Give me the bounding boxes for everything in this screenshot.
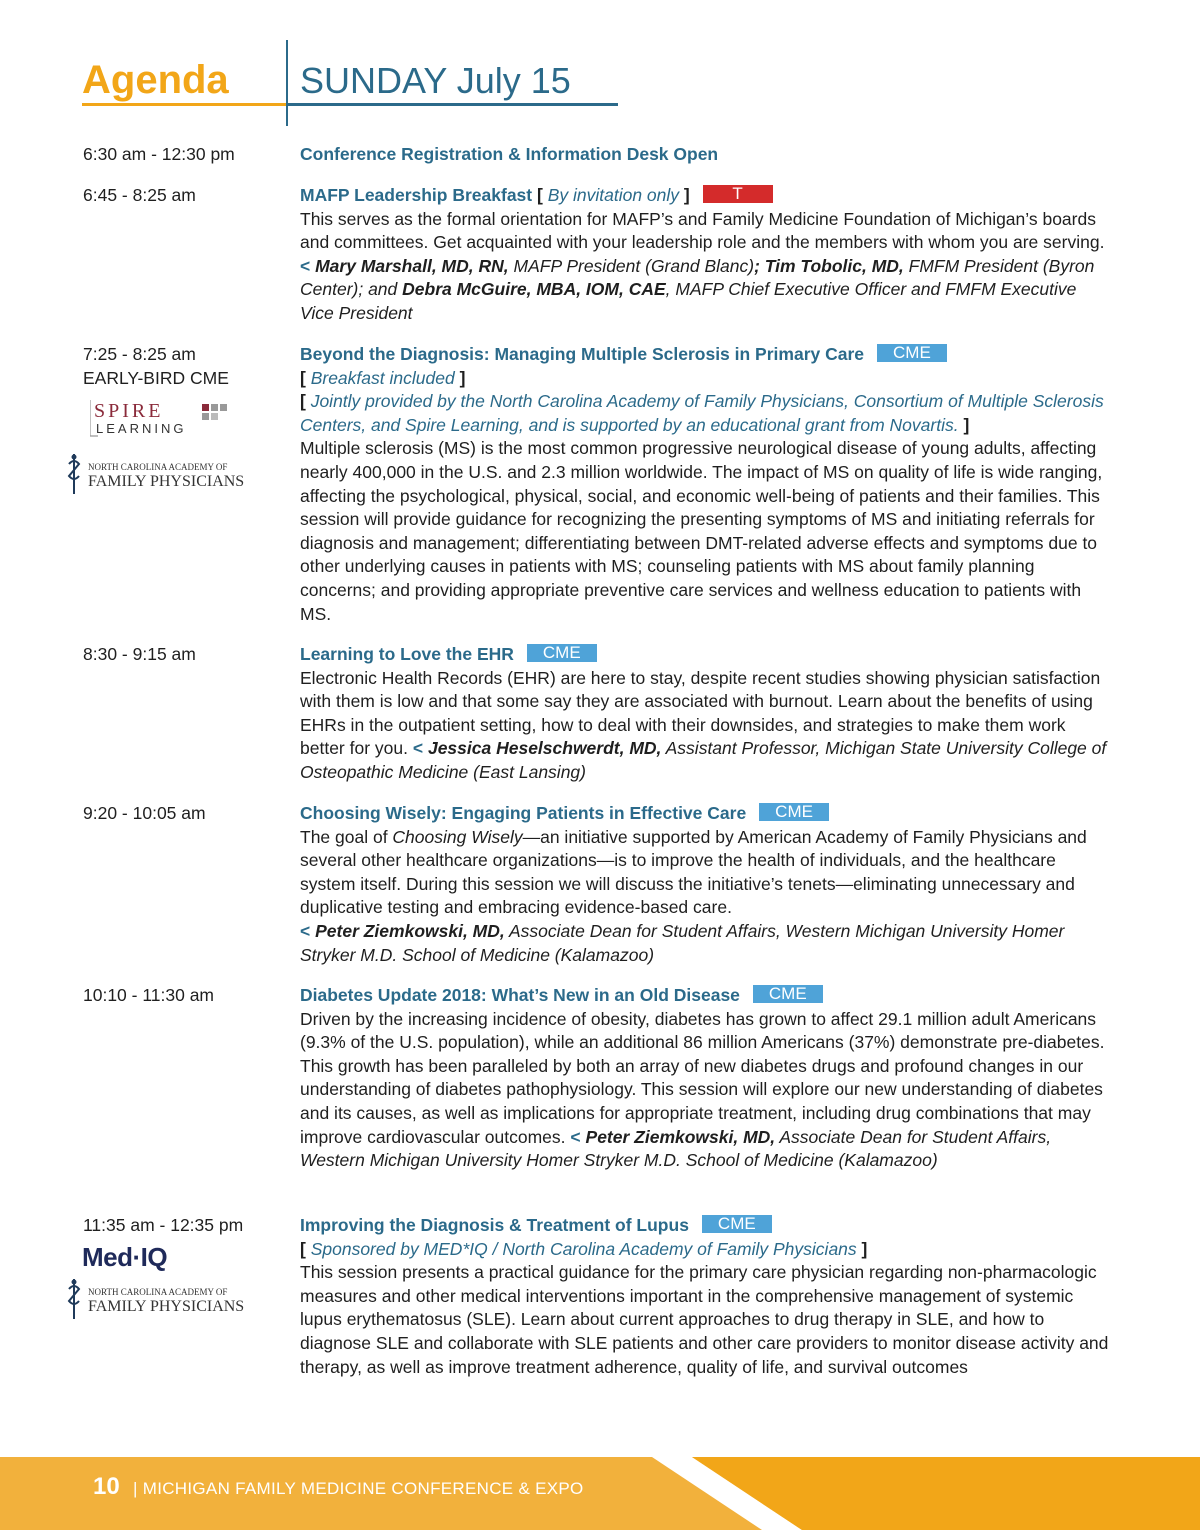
session-title: Improving the Diagnosis & Treatment of Lupus bbox=[300, 1215, 689, 1235]
speaker-role: Associate Dean for Student Affairs, Western Michigan University Homer Stryker M.D. School of Medicine (Kalamazoo) bbox=[300, 920, 1065, 965]
session-title: Diabetes Update 2018: What’s New in an Old Disease bbox=[300, 985, 740, 1005]
session-time: 6:45 - 8:25 am bbox=[83, 185, 196, 205]
session-content bbox=[300, 184, 1110, 326]
cme-badge: CME bbox=[527, 644, 597, 662]
speaker bbox=[300, 921, 1064, 965]
spire-logo-subword: LEARNING bbox=[96, 421, 187, 436]
speaker-marker: < bbox=[300, 255, 311, 276]
description-part: —an initiative supported by American Academy of Family Physicians and several other healthcare organizations—is to improve the health of individuals, and the healthcare system itself. During this session we will discuss the initiative’s tenets—eliminating unnecessary and duplicative testing and embracing evidence-based care. bbox=[300, 826, 1087, 918]
cme-badge: CME bbox=[753, 985, 823, 1003]
session-content bbox=[300, 643, 1110, 785]
nc-logo-line2: FAMILY PHYSICIANS bbox=[88, 1298, 245, 1315]
session-note: By invitation only bbox=[547, 185, 680, 205]
bracket-open: [ bbox=[300, 367, 306, 388]
session-title: MAFP Leadership Breakfast bbox=[300, 185, 533, 205]
session-sponsor-note: Sponsored by MED*IQ / North Carolina Academy of Family Physicians bbox=[310, 1238, 857, 1259]
speaker-name: ; Tim Tobolic, MD, bbox=[754, 255, 904, 276]
page-number: 10 bbox=[93, 1473, 120, 1500]
session-content bbox=[300, 984, 1110, 1173]
speaker-name: Peter Ziemkowski, MD, bbox=[585, 1126, 776, 1147]
nc-logo-line1: NORTH CAROLINA ACADEMY OF bbox=[88, 462, 228, 472]
bracket-open: [ bbox=[300, 1238, 306, 1259]
spire-learning-logo bbox=[90, 398, 250, 438]
session-time bbox=[83, 343, 293, 390]
session-note: Breakfast included bbox=[310, 367, 455, 388]
session-title: Beyond the Diagnosis: Managing Multiple Sclerosis in Primary Care bbox=[300, 344, 865, 364]
description-italic: Choosing Wisely bbox=[392, 826, 523, 847]
cme-badge: CME bbox=[877, 344, 947, 362]
section-title: Agenda bbox=[82, 58, 229, 102]
session-description: This session presents a practical guidance for the primary care physician regarding non-pharmacologic measures and other medical interventions important in the comprehensive management of systemic lupus erythematosus (SLE). Learn about current approaches to drug therapy in SLE, and how to diagnose SLE and collaborate with SLE patients and other care providers to monitor disease activity and therapy, as well as improve treatment adherence, quality of life, and survival outcomes bbox=[300, 1262, 1109, 1377]
session-sponsor-note: Jointly provided by the North Carolina Academy of Family Physicians, Consortium of Multiple Sclerosis Centers, and Spire Learning, and is supported by an educational grant from Novartis. bbox=[300, 391, 1104, 435]
page-footer bbox=[0, 1457, 1200, 1530]
speaker-role: Associate Dean for Student Affairs, Western Michigan University Homer Stryker M.D. School of Medicine (Kalamazoo) bbox=[300, 1126, 1052, 1171]
day-title: SUNDAY July 15 bbox=[300, 60, 571, 101]
footer-publication bbox=[133, 1479, 584, 1499]
bracket-open: [ bbox=[537, 185, 543, 205]
session-title: Conference Registration & Information Desk Open bbox=[300, 144, 719, 164]
speaker-marker: < bbox=[570, 1126, 581, 1147]
speaker-name: Jessica Heselschwerdt, MD, bbox=[427, 738, 662, 759]
session-content bbox=[300, 802, 1110, 967]
cme-badge: CME bbox=[702, 1215, 772, 1233]
session-content bbox=[300, 143, 1110, 167]
description-part: The goal of bbox=[300, 826, 393, 847]
track-badge: T bbox=[703, 185, 773, 203]
header-divider-vertical bbox=[286, 40, 288, 126]
nc-logo-line2: FAMILY PHYSICIANS bbox=[88, 473, 245, 490]
cme-badge: CME bbox=[759, 803, 829, 821]
bracket-open: [ bbox=[300, 391, 306, 412]
speaker-name: Mary Marshall, MD, RN, bbox=[315, 255, 509, 276]
speaker-role: MAFP President (Grand Blanc) bbox=[508, 255, 755, 276]
speaker-role: FMFM President (Byron Center); and bbox=[300, 255, 1095, 300]
speaker-name: Peter Ziemkowski, MD, bbox=[315, 920, 505, 941]
session-title: Learning to Love the EHR bbox=[300, 644, 514, 664]
session-content bbox=[300, 1214, 1110, 1379]
bracket-close: ] bbox=[683, 185, 690, 205]
session-description bbox=[300, 827, 1087, 918]
speaker-role: Assistant Professor, Michigan State University College of Osteopathic Medicine (East Lansing) bbox=[300, 738, 1107, 782]
nc-academy-logo bbox=[64, 1277, 264, 1321]
session-time: 9:20 - 10:05 am bbox=[83, 803, 206, 823]
session-time: 11:35 am - 12:35 pm bbox=[83, 1215, 244, 1235]
speaker-marker: < bbox=[412, 738, 424, 759]
session-time-label: EARLY-BIRD CME bbox=[83, 367, 229, 388]
speaker-marker: < bbox=[300, 920, 311, 941]
spire-logo-word: SPIRE bbox=[94, 400, 164, 422]
speaker-name: Debra McGuire, MBA, IOM, CAE bbox=[402, 279, 666, 300]
session-time: 6:30 am - 12:30 pm bbox=[83, 144, 235, 164]
nc-logo-line1: NORTH CAROLINA ACADEMY OF bbox=[88, 1287, 228, 1297]
session-time: 8:30 - 9:15 am bbox=[83, 644, 196, 664]
session-description: Driven by the increasing incidence of obesity, diabetes has grown to affect 29.1 million adult Americans (9.3% of the U.S. population), while an additional 86 million Americans (37%) demonstrate pre-diabetes. This growth has been paralleled by both an array of new diabetes drugs and profound changes in our understanding of diabetes pathophysiology. This session will explore our new understanding of diabetes and its causes, as well as implications for appropriate treatment, including drug combinations that may improve cardiovascular outcomes. bbox=[300, 1008, 1105, 1147]
bracket-close: ] bbox=[963, 414, 970, 435]
session-content bbox=[300, 343, 1110, 626]
page-header bbox=[0, 0, 1200, 130]
bracket-close: ] bbox=[861, 1238, 868, 1259]
session-time-value: 7:25 - 8:25 am bbox=[83, 344, 196, 364]
speaker-list bbox=[300, 256, 1094, 323]
header-underline-orange bbox=[82, 103, 286, 106]
session-description: This serves as the formal orientation for MAFP’s and Family Medicine Foundation of Michigan’s boards and committees. Get acquainted with your leadership role and the members with whom you are serving. bbox=[300, 208, 1105, 253]
session-title: Choosing Wisely: Engaging Patients in Effective Care bbox=[300, 803, 747, 823]
session-description: Electronic Health Records (EHR) are here to stay, despite recent studies showing physician satisfaction with them is low and that some say they are associated with burnout. Learn about the benefits of using EHRs in the outpatient setting, how to deal with their downsides, and strategies to make them work better for you. bbox=[300, 667, 1101, 759]
nc-academy-logo bbox=[64, 452, 264, 496]
speaker-role: , MAFP Chief Executive Officer and FMFM Executive Vice President bbox=[300, 279, 1077, 323]
footer-publication-name: MICHIGAN FAMILY MEDICINE CONFERENCE & EXPO bbox=[142, 1479, 584, 1498]
footer-separator: | bbox=[133, 1479, 138, 1498]
session-time: 10:10 - 11:30 am bbox=[83, 985, 215, 1005]
mediq-logo: Med·IQ bbox=[82, 1242, 168, 1272]
header-underline-blue bbox=[288, 103, 618, 106]
session-description: Multiple sclerosis (MS) is the most common progressive neurological disease of young adults, affecting nearly 400,000 in the U.S. and 2.3 million worldwide. The impact of MS on quality of life is wide ranging, affecting the psychological, physical, social, and economic well-being of patients and their families. This session will provide guidance for recognizing the presenting symptoms of MS and initiating referrals for diagnosis and management; differentiating between DMT-related adverse effects and symptoms due to other underlying causes in patients with MS; counseling patients with MS about family planning concerns; and providing appropriate preventive care services and wellness education to patients with MS. bbox=[300, 438, 1103, 624]
bracket-close: ] bbox=[459, 367, 466, 388]
